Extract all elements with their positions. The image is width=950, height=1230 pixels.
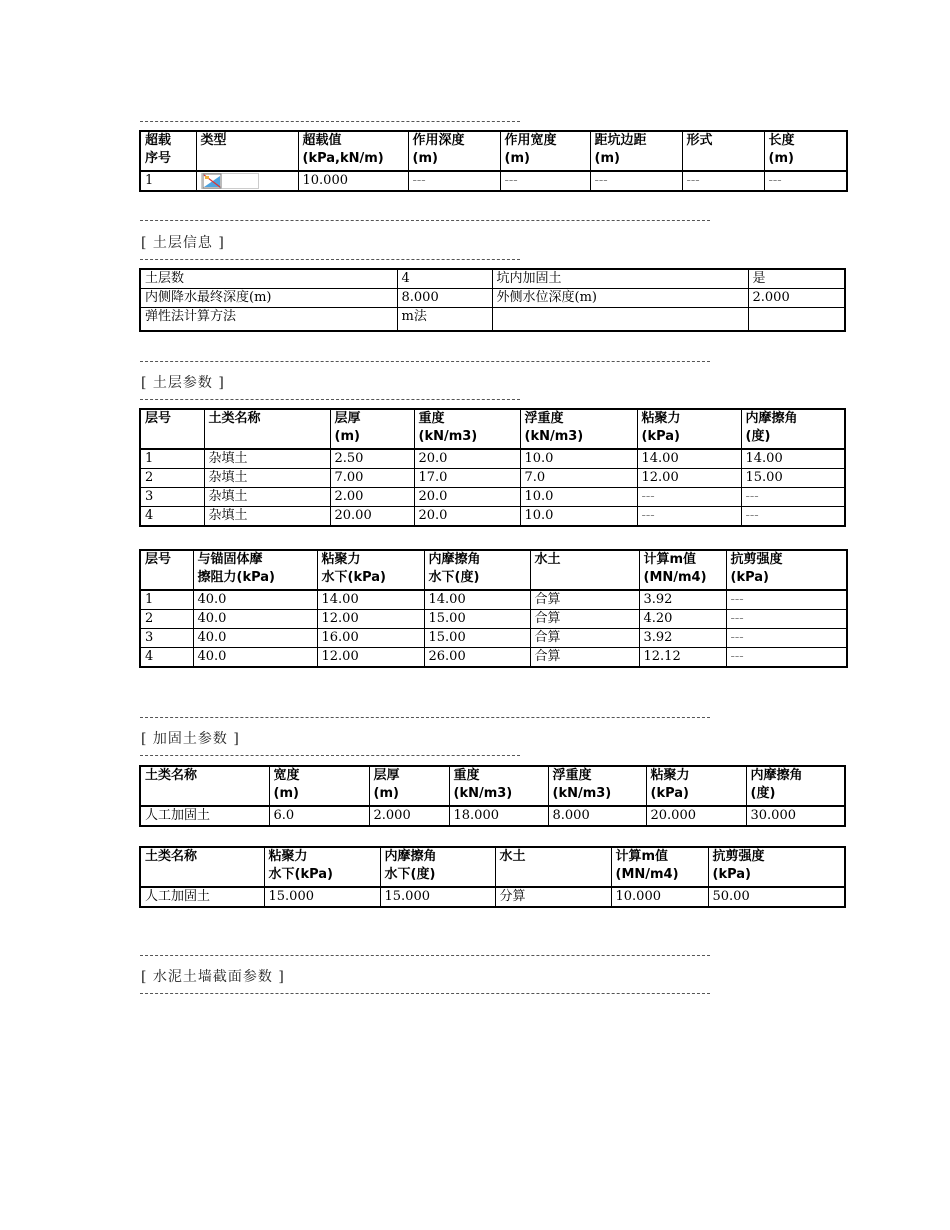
table-cell: --- [764, 171, 847, 191]
table-header: 层厚 (m) [330, 409, 414, 449]
table-cell: 6.0 [269, 806, 369, 826]
section-title: [ 加固土参数 ] [141, 731, 240, 747]
table-cell: 4 [397, 269, 492, 289]
table-cell: 3 [140, 488, 204, 507]
table-cell: 8.000 [397, 289, 492, 308]
table-header: 计算m值 (MN/m4) [639, 550, 726, 590]
table-cell: --- [726, 629, 847, 648]
table-cell: 4.20 [639, 610, 726, 629]
table-cell: 人工加固土 [140, 887, 264, 907]
table-cell: 3.92 [639, 629, 726, 648]
table-row [140, 289, 845, 308]
table-cell: 40.0 [193, 629, 317, 648]
table-row [140, 610, 847, 629]
table-header: 超载值 (kPa,kN/m) [298, 131, 408, 171]
table-cell: 10.000 [298, 171, 408, 191]
table-header: 粘聚力 (kPa) [637, 409, 741, 449]
table-row [140, 590, 847, 610]
table-cell: 杂填土 [204, 469, 330, 488]
table-cell: 合算 [530, 648, 639, 668]
table-cell: 10.0 [520, 488, 637, 507]
divider-line [140, 993, 710, 994]
table-cell [748, 308, 845, 332]
table-cell: --- [741, 488, 845, 507]
table-cell: 30.000 [746, 806, 845, 826]
table-cell: 分算 [495, 887, 611, 907]
table-header: 粘聚力 水下(kPa) [264, 847, 380, 887]
table-header: 重度 (kN/m3) [449, 766, 548, 806]
table-cell: --- [726, 648, 847, 668]
table-header: 水土 [530, 550, 639, 590]
table-cell: 18.000 [449, 806, 548, 826]
table-cell: 14.00 [424, 590, 530, 610]
table-cell: 外侧水位深度(m) [492, 289, 748, 308]
soil-params-table [139, 408, 846, 527]
table-cell: 2 [140, 610, 193, 629]
table-cell: 1 [140, 590, 193, 610]
table-cell: 12.00 [637, 469, 741, 488]
table-header: 作用宽度 (m) [500, 131, 590, 171]
table-cell: 合算 [530, 610, 639, 629]
table-cell: 是 [748, 269, 845, 289]
table-cell: 合算 [530, 590, 639, 610]
table-cell: --- [726, 590, 847, 610]
divider-line [140, 121, 520, 122]
table-cell: 杂填土 [204, 507, 330, 527]
table-cell: --- [590, 171, 682, 191]
table-cell: 20.000 [646, 806, 746, 826]
table-header: 层厚 (m) [369, 766, 449, 806]
table-header: 抗剪强度 (kPa) [726, 550, 847, 590]
table-cell: 7.0 [520, 469, 637, 488]
table-cell: 2.50 [330, 449, 414, 469]
divider-line [140, 259, 520, 260]
table-cell: 3.92 [639, 590, 726, 610]
table-cell: 15.00 [741, 469, 845, 488]
table-cell: 50.00 [708, 887, 845, 907]
table-cell: 10.0 [520, 507, 637, 527]
table-cell: 杂填土 [204, 488, 330, 507]
table-cell: 15.000 [264, 887, 380, 907]
table-header: 内摩擦角 (度) [741, 409, 845, 449]
table-cell: 14.00 [317, 590, 424, 610]
table-header: 重度 (kN/m3) [414, 409, 520, 449]
table-cell: 26.00 [424, 648, 530, 668]
table-header: 内摩擦角 水下(度) [380, 847, 495, 887]
table-header: 层号 [140, 550, 193, 590]
soil-params-table-2 [139, 549, 848, 668]
table-cell: 内侧降水最终深度(m) [140, 289, 397, 308]
soil-info-table [139, 268, 846, 332]
table-header: 与锚固体摩 擦阻力(kPa) [193, 550, 317, 590]
section-title: [ 水泥土墙截面参数 ] [141, 969, 285, 985]
table-header: 宽度 (m) [269, 766, 369, 806]
section-title: [ 土层参数 ] [141, 375, 225, 391]
table-cell: 弹性法计算方法 [140, 308, 397, 332]
table-header: 作用深度 (m) [408, 131, 500, 171]
divider-line [140, 220, 710, 221]
table-cell: 人工加固土 [140, 806, 269, 826]
table-cell: 14.00 [741, 449, 845, 469]
table-cell [196, 171, 298, 191]
table-header: 浮重度 (kN/m3) [520, 409, 637, 449]
table-cell: 20.0 [414, 507, 520, 527]
table-header: 浮重度 (kN/m3) [548, 766, 646, 806]
reinforced-soil-table-2 [139, 846, 846, 908]
table-cell: 2 [140, 469, 204, 488]
table-header: 计算m值 (MN/m4) [611, 847, 708, 887]
reinforced-soil-table [139, 765, 846, 827]
table-row [140, 449, 845, 469]
table-header: 土类名称 [204, 409, 330, 449]
table-cell: --- [682, 171, 764, 191]
table-cell: 16.00 [317, 629, 424, 648]
table-cell: 15.00 [424, 629, 530, 648]
table-header: 土类名称 [140, 847, 264, 887]
table-header: 层号 [140, 409, 204, 449]
table-row [140, 488, 845, 507]
table-cell: 2.00 [330, 488, 414, 507]
table-cell: 40.0 [193, 610, 317, 629]
table-cell: 12.12 [639, 648, 726, 668]
table-cell: --- [500, 171, 590, 191]
table-cell: 12.00 [317, 648, 424, 668]
surcharge-type-diagram [201, 173, 259, 189]
table-row [140, 269, 845, 289]
divider-line [140, 755, 520, 756]
table-cell: 4 [140, 507, 204, 527]
table-row [140, 308, 845, 332]
table-header: 水土 [495, 847, 611, 887]
table-cell: --- [408, 171, 500, 191]
table-cell: 40.0 [193, 590, 317, 610]
table-cell: m法 [397, 308, 492, 332]
table-row [140, 171, 847, 191]
table-cell: --- [741, 507, 845, 527]
table-cell: 4 [140, 648, 193, 668]
surcharge-table [139, 130, 848, 192]
table-cell: --- [637, 507, 741, 527]
table-row [140, 629, 847, 648]
table-row [140, 469, 845, 488]
table-cell [492, 308, 748, 332]
table-cell: 3 [140, 629, 193, 648]
table-cell: 15.000 [380, 887, 495, 907]
table-header: 土类名称 [140, 766, 269, 806]
table-row [140, 507, 845, 527]
table-cell: 20.0 [414, 488, 520, 507]
table-header: 内摩擦角 (度) [746, 766, 845, 806]
table-cell: 2.000 [748, 289, 845, 308]
table-row [140, 648, 847, 668]
table-cell: 1 [140, 449, 204, 469]
table-cell: 1 [140, 171, 196, 191]
table-header: 超载 序号 [140, 131, 196, 171]
table-cell: 40.0 [193, 648, 317, 668]
divider-line [140, 717, 710, 718]
table-cell: 17.0 [414, 469, 520, 488]
table-header: 距坑边距 (m) [590, 131, 682, 171]
table-cell: 杂填土 [204, 449, 330, 469]
section-title: [ 土层信息 ] [141, 235, 225, 251]
table-cell: --- [726, 610, 847, 629]
table-cell: 20.0 [414, 449, 520, 469]
divider-line [140, 955, 710, 956]
divider-line [140, 361, 710, 362]
table-header: 长度 (m) [764, 131, 847, 171]
table-cell: 10.000 [611, 887, 708, 907]
table-cell: 10.0 [520, 449, 637, 469]
table-cell: 7.00 [330, 469, 414, 488]
table-header: 类型 [196, 131, 298, 171]
table-header: 粘聚力 (kPa) [646, 766, 746, 806]
table-cell: 8.000 [548, 806, 646, 826]
table-cell: 12.00 [317, 610, 424, 629]
table-cell: 合算 [530, 629, 639, 648]
table-cell: 2.000 [369, 806, 449, 826]
table-row [140, 887, 845, 907]
table-header: 抗剪强度 (kPa) [708, 847, 845, 887]
table-header: 内摩擦角 水下(度) [424, 550, 530, 590]
table-cell: 20.00 [330, 507, 414, 527]
table-cell: 15.00 [424, 610, 530, 629]
table-row [140, 806, 845, 826]
table-cell: 14.00 [637, 449, 741, 469]
table-cell: 土层数 [140, 269, 397, 289]
table-cell: --- [637, 488, 741, 507]
table-header: 粘聚力 水下(kPa) [317, 550, 424, 590]
table-header: 形式 [682, 131, 764, 171]
divider-line [140, 399, 520, 400]
table-cell: 坑内加固土 [492, 269, 748, 289]
